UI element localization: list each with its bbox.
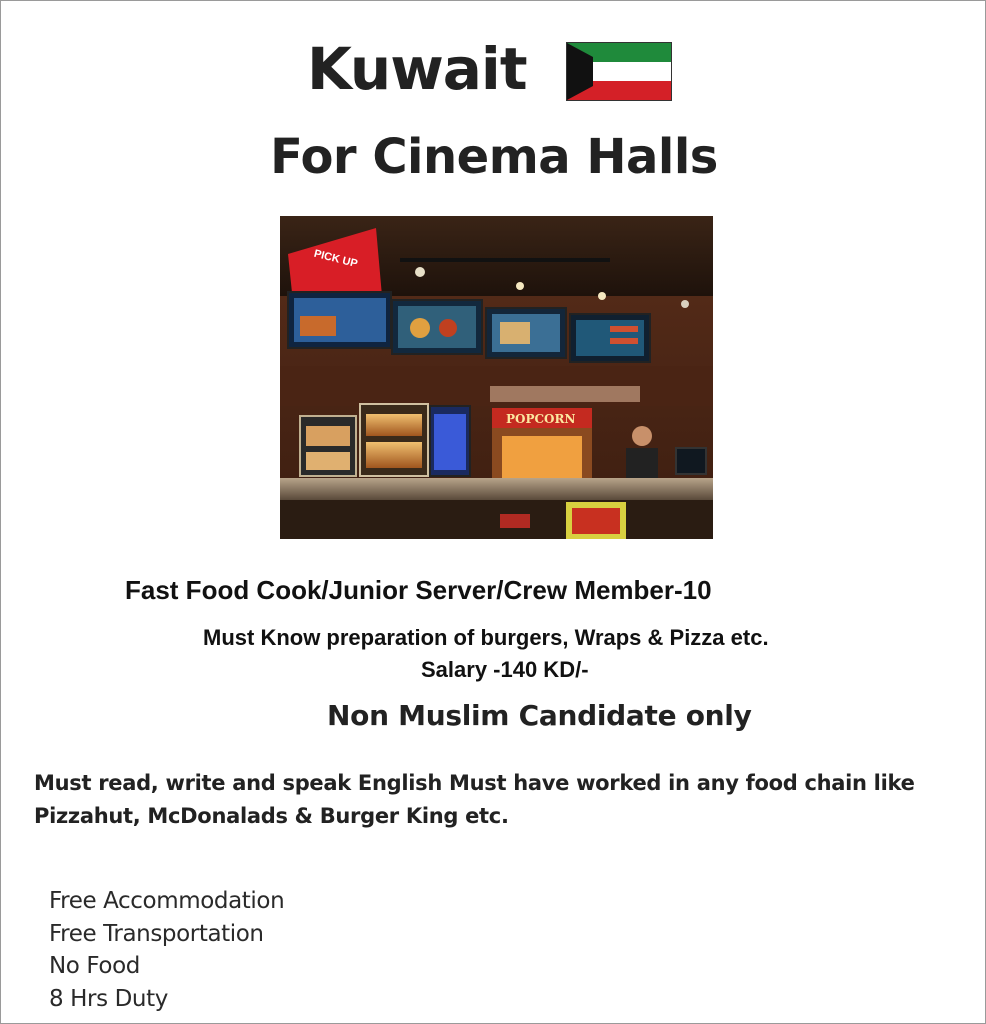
cinema-concession-photo	[280, 216, 713, 539]
benefit-accommodation: Free Accommodation	[49, 888, 285, 914]
benefit-duty-hours: 8 Hrs Duty	[49, 985, 168, 1012]
popcorn-sign: POPCORN	[506, 412, 576, 426]
benefits-list	[49, 885, 284, 1015]
page-subtitle: For Cinema Halls	[270, 129, 718, 185]
job-salary: Salary -140 KD/-	[421, 657, 589, 682]
pickup-sign: PICK UP	[312, 247, 359, 271]
concession-illustration	[280, 216, 713, 539]
title-row	[1, 31, 986, 111]
benefit-transportation: Free Transportation	[49, 920, 264, 947]
candidate-requirement: Non Muslim Candidate only	[327, 699, 752, 732]
job-requirement: Must Know preparation of burgers, Wraps & Pizza etc.	[203, 625, 769, 650]
job-position: Fast Food Cook/Junior Server/Crew Member-10	[125, 575, 712, 605]
kuwait-flag-icon	[566, 42, 672, 101]
benefit-food: No Food	[49, 953, 140, 979]
page-title: Kuwait	[307, 35, 527, 103]
experience-requirement: Must read, write and speak English Must have worked in any food chain like Pizzahut, McDonalads & Burger King etc.	[34, 771, 915, 828]
